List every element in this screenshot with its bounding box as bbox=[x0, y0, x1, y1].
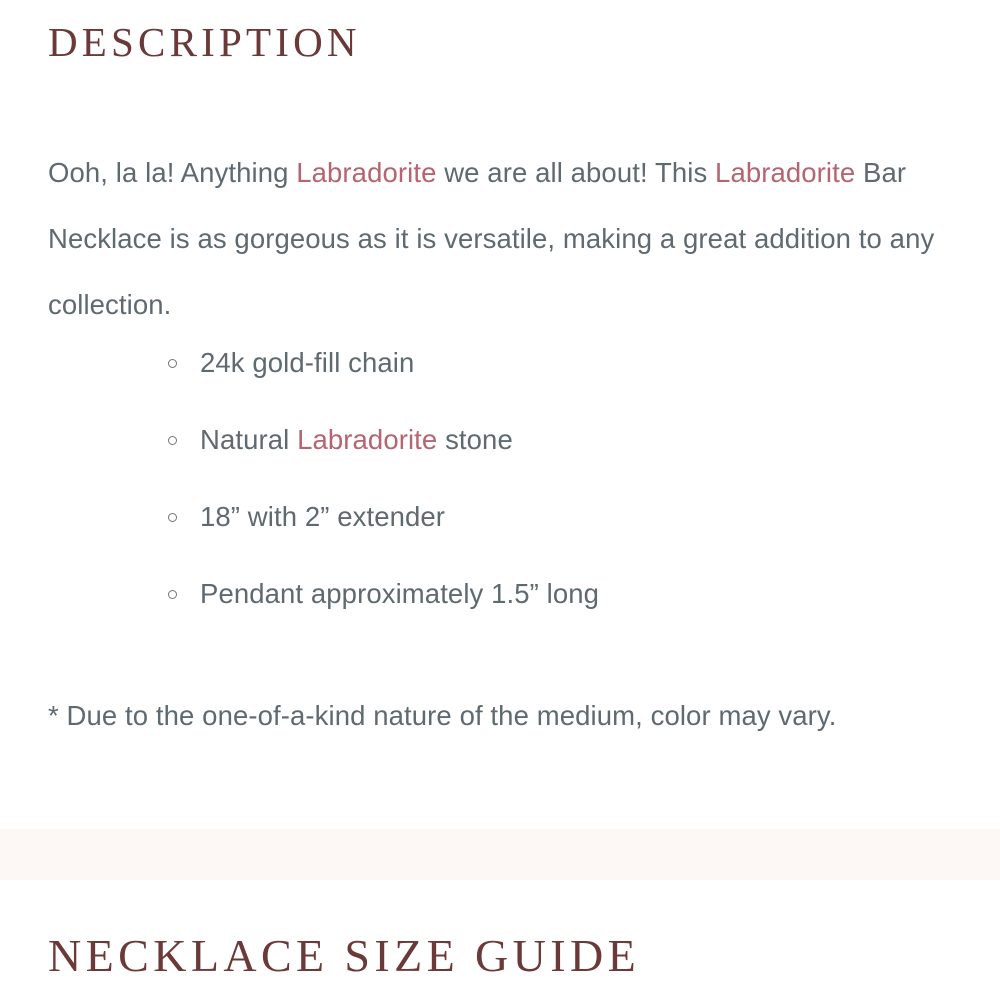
circle-outline-bullet bbox=[168, 513, 177, 522]
text-run: * Due to the one-of-a-kind nature of the medium, color may vary. bbox=[48, 699, 837, 731]
text-run: Ooh, la la! Anything bbox=[48, 156, 297, 188]
text-run: 18” with 2” extender bbox=[200, 501, 446, 532]
list-item-label bbox=[200, 578, 599, 609]
section-divider-band bbox=[0, 829, 1000, 880]
highlighted-term: Labradorite bbox=[715, 156, 856, 188]
description-disclaimer bbox=[48, 683, 968, 749]
list-item-label bbox=[200, 424, 513, 455]
text-run: Natural bbox=[200, 424, 298, 455]
text-run: Bar Necklace is as gorgeous as it is versatile, making a great addition to any collection. bbox=[48, 156, 935, 320]
text-run: Pendant approximately 1.5” long bbox=[200, 578, 600, 609]
list-item bbox=[168, 336, 968, 390]
text-run: stone bbox=[437, 424, 513, 455]
list-item-label bbox=[200, 501, 445, 532]
description-intro-paragraph bbox=[48, 140, 968, 338]
text-run: we are all about! This bbox=[436, 156, 716, 188]
list-item bbox=[168, 413, 968, 467]
page-title: DESCRIPTION bbox=[48, 19, 361, 65]
list-item-label bbox=[200, 347, 414, 378]
highlighted-term: Labradorite bbox=[296, 156, 437, 188]
circle-outline-bullet bbox=[168, 436, 177, 445]
list-item bbox=[168, 490, 968, 544]
necklace-size-guide-title: NECKLACE SIZE GUIDE bbox=[48, 930, 641, 981]
list-item bbox=[168, 567, 968, 621]
highlighted-term: Labradorite bbox=[297, 424, 438, 455]
product-feature-list bbox=[168, 336, 968, 621]
text-run: 24k gold-fill chain bbox=[200, 347, 415, 378]
circle-outline-bullet bbox=[168, 590, 177, 599]
circle-outline-bullet bbox=[168, 359, 177, 368]
